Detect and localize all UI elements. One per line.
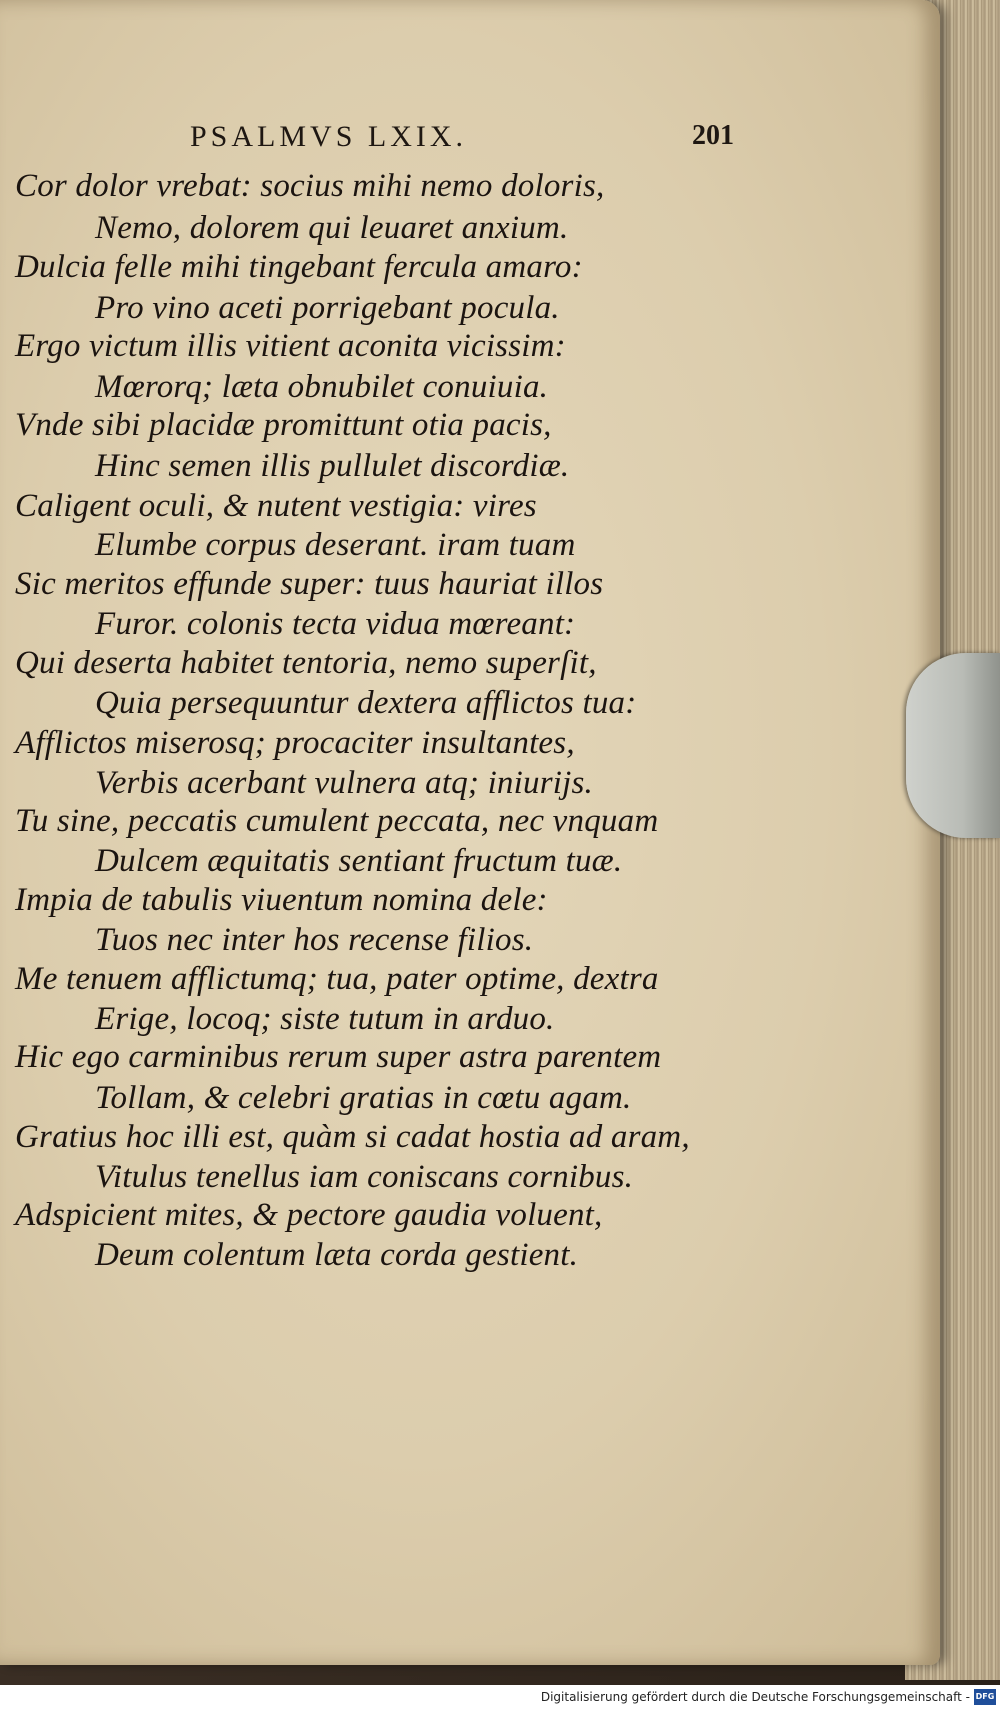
verse-line: Furor. colonis tecta vidua mœreant: (95, 606, 576, 642)
verse-line: Me tenuem afflictumq; tua, pater optime, dextra (15, 961, 659, 997)
verse-line: Verbis acerbant vulnera atq; iniurijs. (95, 765, 593, 801)
verse-line: Mœrorq; læta obnubilet conuiuia. (95, 369, 549, 405)
verse-line: Sic meritos effunde super: tuus hauriat illos (15, 566, 604, 602)
verse-line: Vitulus tenellus iam coniscans cornibus. (95, 1159, 634, 1195)
verse-line: Hinc semen illis pullulet discordiæ. (95, 448, 570, 484)
verse-line: Erige, locoq; siste tutum in arduo. (95, 1001, 555, 1037)
footer-bar (0, 1685, 1000, 1711)
verse-line: Tuos nec inter hos recense filios. (95, 922, 534, 958)
dfg-logo-icon: DFG (974, 1689, 996, 1705)
verse-line: Impia de tabulis viuentum nomina dele: (15, 882, 548, 918)
verse-line: Adspicient mites, & pectore gaudia voluent, (15, 1197, 603, 1233)
verse-line: Quia persequuntur dextera afflictos tua: (95, 685, 637, 721)
verse-line: Elumbe corpus deserant. iram tuam (95, 527, 576, 563)
verse-line: Hic ego carminibus rerum super astra parentem (15, 1039, 662, 1075)
verse-line: Pro vino aceti porrigebant pocula. (95, 290, 560, 326)
verse-line: Dulcem æquitatis sentiant fructum tuæ. (95, 843, 623, 879)
verse-line: Tollam, & celebri gratias in cœtu agam. (95, 1080, 632, 1116)
verse-line: Caligent oculi, & nutent vestigia: vires (15, 488, 537, 524)
verse-line: Afflictos miserosq; procaciter insultantes, (15, 725, 575, 761)
verse-line: Cor dolor vrebat: socius mihi nemo doloris, (15, 168, 605, 204)
page-number: 201 (692, 120, 734, 151)
digitization-credit: Digitalisierung gefördert durch die Deutsche Forschungsgemeinschaft - (540, 1690, 970, 1704)
verse-line: Nemo, dolorem qui leuaret anxium. (95, 210, 569, 246)
verse-line: Ergo victum illis vitient aconita vicissim: (15, 328, 566, 364)
verse-line: Dulcia felle mihi tingebant fercula amaro: (15, 249, 583, 285)
verse-line: Tu sine, peccatis cumulent peccata, nec vnquam (15, 803, 659, 839)
verse-line: Qui deserta habitet tentoria, nemo superſit, (15, 645, 597, 681)
page-clip (906, 653, 1000, 838)
psalm-title: PSALMVS LXIX. (190, 120, 468, 153)
verse-line: Gratius hoc illi est, quàm si cadat hostia ad aram, (15, 1119, 690, 1155)
verse-line: Vnde sibi placidæ promittunt otia pacis, (15, 407, 552, 443)
verse-line: Deum colentum læta corda gestient. (95, 1237, 579, 1273)
